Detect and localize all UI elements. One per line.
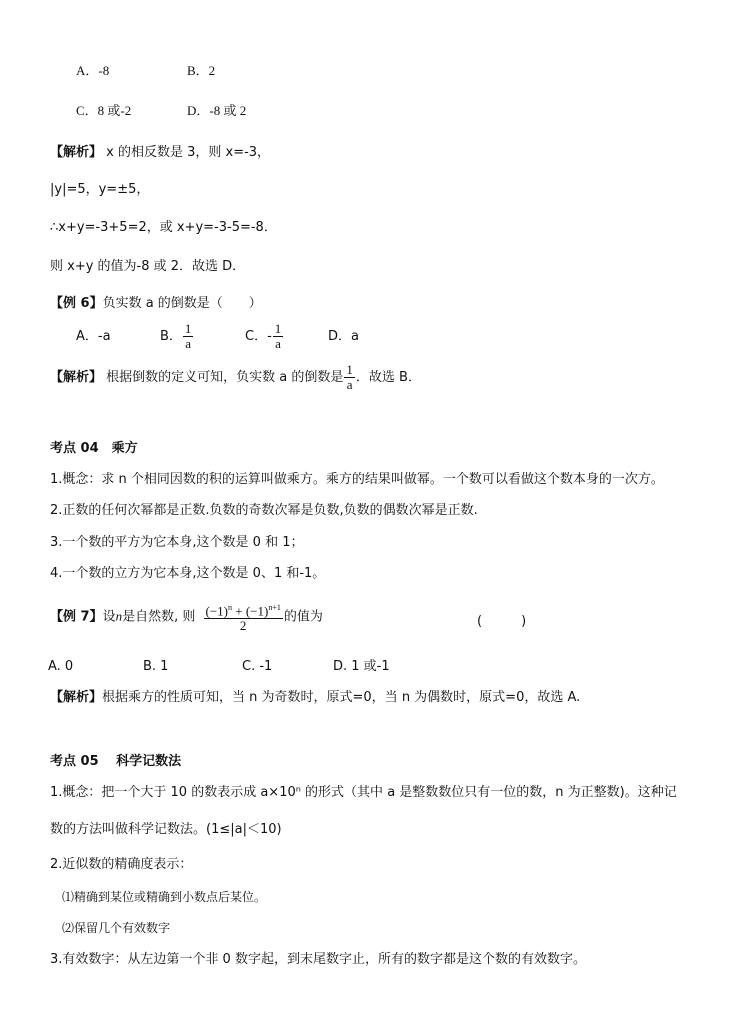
- ex7-option-b: B. 1: [143, 659, 169, 674]
- ex7-option-d: D. 1 或-1: [333, 659, 390, 674]
- section-05-para-3: 3.有效数字：从左边第一个非 0 数字起，到末尾数字止，所有的数字都是这个数的有效数字。: [50, 952, 586, 967]
- term: (−1): [205, 603, 228, 619]
- solution-tag: 【解析】: [50, 690, 103, 705]
- q5-solution-line2: |y|=5，y=±5，: [50, 182, 150, 197]
- denominator: a: [275, 336, 281, 351]
- denominator: 2: [239, 618, 247, 634]
- ex6-option-d: D．a: [328, 329, 359, 344]
- solution-tag: 【解析】: [50, 145, 103, 160]
- section-05-para-1b: 数的方法叫做科学记数法。(1≤|a|＜10): [50, 822, 282, 837]
- option-b: B．2: [187, 63, 216, 78]
- question-text: 的值为: [283, 609, 323, 625]
- ex7-option-a: A. 0: [48, 659, 74, 674]
- ex6-option-a: A．-a: [76, 329, 111, 344]
- section-05-title: 考点 05 科学记数法: [50, 754, 182, 769]
- example-7-solution: [50, 690, 580, 706]
- exponent: n+1: [268, 603, 281, 612]
- question-text: 设: [102, 609, 116, 625]
- variable: n: [115, 608, 123, 624]
- option-d: D．-8 或 2: [187, 103, 247, 118]
- exponent: n: [228, 603, 232, 612]
- question-text: 负实数 a 的倒数是（ ）: [102, 296, 262, 311]
- section-05-para-2: 2.近似数的精确度表示：: [50, 857, 193, 872]
- fraction: [273, 322, 284, 351]
- ex6-option-c: [245, 322, 284, 351]
- section-04-para-1: 1.概念：求 n 个相同因数的积的运算叫做乘方。乘方的结果叫做幂。一个数可以看做这个数本身的一次方。: [50, 472, 664, 487]
- section-04-title: 考点 04 乘方: [50, 441, 138, 456]
- fraction: [183, 322, 194, 351]
- denominator: a: [185, 336, 192, 351]
- section-05-para-1a: 1.概念：把一个大于 10 的数表示成 a×10ⁿ 的形式（其中 a 是整数数位只有一位的数，n 为正整数)。这种记: [50, 785, 677, 800]
- option-a: A．-8: [76, 63, 110, 78]
- section-04-para-2: 2.正数的任何次幂都是正数.负数的奇数次幂是负数,负数的偶数次幂是正数.: [50, 503, 478, 518]
- example-6-question: [50, 296, 262, 312]
- example-6-solution: [50, 363, 421, 392]
- option-c: C．8 或-2: [76, 103, 132, 118]
- section-05-para-2a: ⑴精确到某位或精确到小数点后某位。: [62, 890, 267, 904]
- numerator: [204, 601, 283, 619]
- example-tag: 【例 6】: [50, 296, 103, 311]
- numerator: 1: [184, 321, 192, 336]
- denominator: a: [346, 377, 353, 392]
- solution-text: x 的相反数是 3，则 x=-3，: [102, 145, 271, 160]
- section-05-para-2b: ⑵保留几个有效数字: [62, 921, 171, 935]
- q5-solution-line4: 则 x+y 的值为-8 或 2．故选 D．: [50, 259, 246, 274]
- section-04-para-3: 3.一个数的平方为它本身,这个数是 0 和 1；: [50, 535, 304, 550]
- solution-text: 根据乘方的性质可知，当 n 为奇数时，原式=0，当 n 为偶数时，原式=0，故选 A.: [102, 690, 581, 705]
- option-label: B．: [160, 329, 182, 344]
- answer-paren: ( ): [477, 614, 527, 629]
- example-7-question: [50, 601, 323, 633]
- solution-tag: 【解析】: [50, 370, 103, 385]
- numerator: 1: [346, 362, 353, 377]
- solution-end: ．故选 B．: [355, 370, 421, 385]
- section-04-para-4: 4.一个数的立方为它本身,这个数是 0、1 和-1。: [50, 566, 326, 581]
- numerator: 1: [274, 321, 282, 336]
- ex6-option-b: [160, 322, 194, 351]
- expression-fraction: [204, 601, 283, 633]
- q5-solution-line3: ∴x+y=-3+5=2，或 x+y=-3-5=-8．: [50, 220, 277, 235]
- option-label: C．-: [245, 329, 272, 344]
- fraction: [344, 363, 355, 392]
- example-tag: 【例 7】: [50, 609, 103, 625]
- ex7-option-c: C. -1: [242, 659, 273, 674]
- question-text: 是自然数, 则: [122, 609, 196, 625]
- q5-solution-line1: [50, 145, 270, 161]
- solution-text: 根据倒数的定义可知，负实数 a 的倒数是: [102, 370, 344, 385]
- term: + (−1): [232, 603, 269, 619]
